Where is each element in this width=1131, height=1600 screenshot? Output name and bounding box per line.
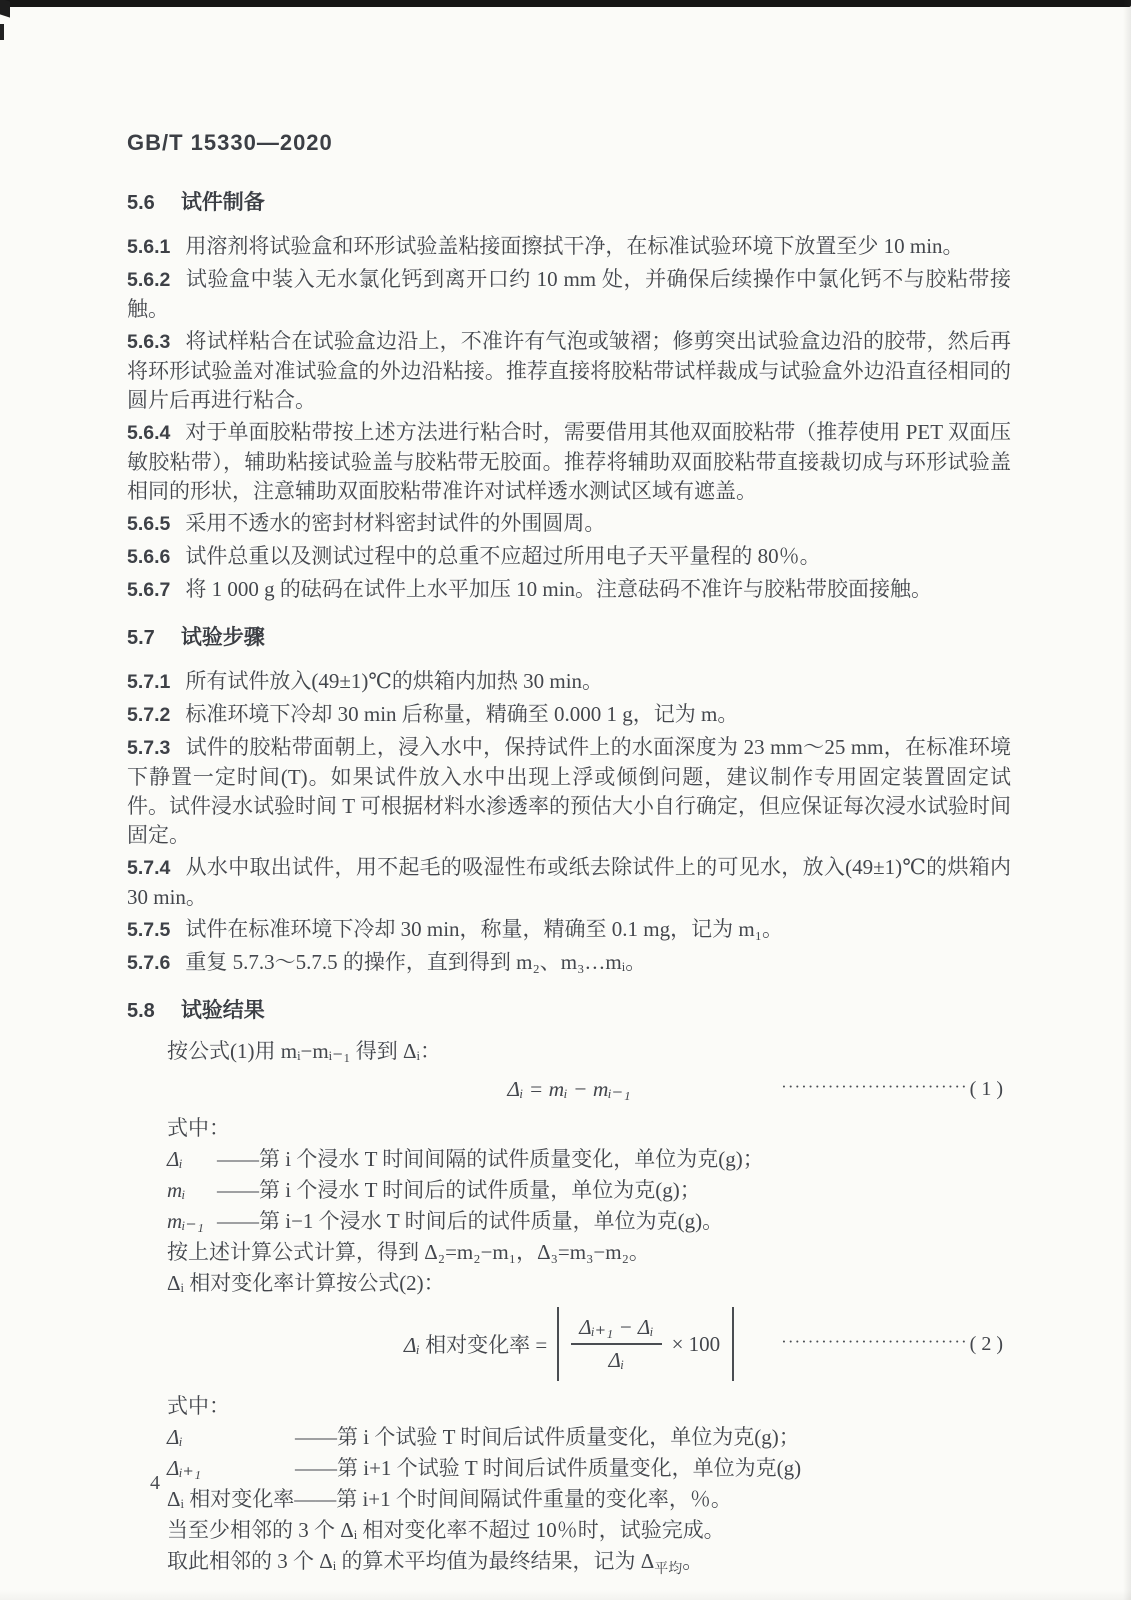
clause-5-6-7 [127, 575, 1011, 605]
clause-text: 从水中取出试件，用不起毛的吸湿性布或纸去除试件上的可见水，放入(49±1)℃的烘箱内 30 min。 [127, 855, 1011, 909]
clause-text: 采用不透水的密封材料密封试件的外围圆周。 [185, 511, 606, 535]
where1-row-m-i [127, 1175, 1011, 1206]
formula-2-leader [781, 1301, 1003, 1387]
absolute-value-bars [557, 1307, 734, 1381]
section-number: 5.7 [127, 627, 155, 649]
section-title: 试件制备 [180, 191, 265, 214]
symbol: Δᵢ [167, 1147, 183, 1171]
clause-5-7-4 [127, 853, 1011, 912]
clause-number: 5.6.5 [127, 513, 171, 535]
symbol-description: ——第 i 个试验 T 时间后试件质量变化，单位为克(g)； [295, 1425, 800, 1449]
symbol-description: ——第 i−1 个浸水 T 时间后的试件质量，单位为克(g)。 [217, 1209, 724, 1233]
clause-number: 5.7.6 [127, 952, 171, 974]
paragraph-completion-criterion: 当至少相邻的 3 个 Δᵢ 相对变化率不超过 10％时，试验完成。 [167, 1518, 725, 1542]
clause-5-7-5 [127, 915, 1011, 945]
symbol: mᵢ [167, 1178, 186, 1202]
clause-number: 5.7.3 [127, 737, 171, 759]
clause-5-7-2 [127, 700, 1011, 730]
clause-5-6-3 [127, 327, 1011, 415]
where2-row-delta-i [127, 1422, 1011, 1453]
formula-2 [127, 1301, 1011, 1387]
section-number: 5.6 [127, 192, 155, 214]
clause-number: 5.7.2 [127, 704, 171, 726]
symbol: mᵢ₋₁ [167, 1209, 204, 1233]
delta-average-subscript: 平均 [654, 1562, 683, 1578]
clause-number: 5.6.1 [127, 236, 171, 258]
clause-number: 5.6.3 [127, 331, 171, 353]
symbol-description: ——第 i+1 个试验 T 时间后试件质量变化，单位为克(g) [295, 1456, 802, 1480]
clause-text: 标准环境下冷却 30 min 后称量，精确至 0.000 1 g，记为 m。 [185, 702, 739, 726]
clause-text: 将试样粘合在试验盒边沿上，不准许有气泡或皱褶；修剪突出试验盒边沿的胶带，然后再将环形试验盖对准试验盒的外边沿粘接。推荐直接将胶粘带试样裁成与试验盒外边沿直径相同的圆片后再进行粘合。 [127, 329, 1011, 412]
dotted-leader: ···························· [781, 1077, 968, 1096]
section-heading-5-6 [127, 188, 1011, 218]
scan-artifact-bottom-shade [0, 1590, 1131, 1600]
clause-5-6-5 [127, 509, 1011, 539]
standard-code-header: GB/T 15330—2020 [127, 130, 333, 155]
fraction-numerator: Δᵢ₊₁ − Δᵢ [571, 1315, 661, 1345]
dotted-leader: ···························· [781, 1332, 968, 1351]
paragraph-final-result [127, 1546, 1011, 1585]
clause-5-6-1 [127, 232, 1011, 262]
symbol-description: ——第 i 个浸水 T 时间后的试件质量，单位为克(g)； [217, 1178, 701, 1202]
symbol: Δᵢ 相对变化率 [167, 1487, 295, 1511]
final-result-text: 取此相邻的 3 个 Δᵢ 的算术平均值为最终结果，记为 Δ [167, 1549, 655, 1573]
clause-text: 试件总重以及测试过程中的总重不应超过所用电子天平量程的 80％。 [185, 544, 821, 568]
clause-text: 试件的胶粘带面朝上，浸入水中，保持试件上的水面深度为 23 mm～25 mm，在标准环境下静置一定时间(T)。如果试件放入水中出现上浮或倾倒问题，建议制作专用固定装置固定试件。试件浸水试验时间 T 可根据材料水渗透率的预估大小自行确定，但应保证每次浸水试验时间固定。 [127, 735, 1011, 847]
clause-number: 5.7.1 [127, 671, 171, 693]
clause-number: 5.6.6 [127, 546, 171, 568]
formula-2-lhs-text: 相对变化率 = [419, 1333, 548, 1357]
section-heading-5-7 [127, 623, 1011, 653]
clause-text: 试件在标准环境下冷却 30 min，称量，精确至 0.1 mg，记为 m₁。 [185, 917, 784, 941]
section-number: 5.8 [127, 1000, 155, 1022]
formula-1-number: ( 1 ) [969, 1077, 1003, 1100]
where1-row-m-i-1 [127, 1206, 1011, 1237]
clause-number: 5.6.4 [127, 422, 171, 444]
clause-number: 5.7.5 [127, 919, 171, 941]
formula-2-lhs [404, 1329, 547, 1359]
clause-number: 5.6.2 [127, 269, 171, 291]
clause-5-6-2 [127, 265, 1011, 324]
section-title: 试验结果 [180, 999, 265, 1022]
clause-5-7-1 [127, 667, 1011, 697]
where-label-2: 式中： [167, 1394, 230, 1418]
paragraph-calc-example: 按上述计算公式计算，得到 Δ₂=m₂−m₁，Δ₃=m₃−m₂。 [167, 1240, 650, 1264]
clause-5-7-6 [127, 948, 1011, 978]
clause-text: 重复 5.7.3～5.7.5 的操作，直到得到 m₂、m₃…mᵢ。 [185, 950, 647, 974]
clause-number: 5.6.7 [127, 579, 171, 601]
clause-text: 试验盒中装入无水氯化钙到离开口约 10 mm 处，并确保后续操作中氯化钙不与胶粘带接触。 [127, 267, 1011, 321]
where2-row-delta-i-plus-1 [127, 1453, 1011, 1484]
multiplier: × 100 [671, 1331, 721, 1356]
formula-1 [127, 1069, 1011, 1109]
clause-5-6-4 [127, 418, 1011, 506]
fraction [571, 1315, 661, 1373]
symbol: Δᵢ₊₁ [167, 1456, 202, 1480]
clause-5-7-3 [127, 733, 1011, 850]
symbol-description: ——第 i 个浸水 T 时间间隔的试件质量变化，单位为克(g)； [217, 1147, 764, 1171]
fraction-denominator: Δᵢ [608, 1348, 625, 1372]
clause-text: 用溶剂将试验盒和环形试验盖粘接面擦拭干净，在标准试验环境下放置至少 10 min。 [185, 234, 964, 258]
clause-text: 将 1 000 g 的砝码在试件上水平加压 10 min。注意砝码不准许与胶粘带胶面接触。 [185, 577, 933, 601]
clause-5-6-6 [127, 542, 1011, 572]
formula-1-expression: Δᵢ = mᵢ − mᵢ₋₁ [507, 1077, 631, 1101]
clause-text: 所有试件放入(49±1)℃的烘箱内加热 30 min。 [185, 669, 604, 693]
formula-2-lhs-symbol: Δᵢ [403, 1333, 420, 1357]
clause-text: 对于单面胶粘带按上述方法进行粘合时，需要借用其他双面胶粘带（推荐使用 PET 双面压敏胶粘带），辅助粘接试验盖与胶粘带无胶面。推荐将辅助双面胶粘带直接裁切成与环形试验盖相同的形状，注意辅助双面胶粘带准许对试样透水测试区域有遮盖。 [127, 420, 1011, 503]
section-heading-5-8 [127, 996, 1011, 1026]
where-label-1: 式中： [167, 1116, 230, 1140]
section-title: 试验步骤 [180, 626, 265, 649]
where1-row-delta-i [127, 1144, 1011, 1175]
formula2-intro: Δᵢ 相对变化率计算按公式(2)： [167, 1271, 445, 1295]
formula-1-leader [781, 1069, 1003, 1109]
symbol-description: ——第 i+1 个时间间隔试件重量的变化率，％。 [294, 1487, 732, 1511]
clause-number: 5.7.4 [127, 857, 171, 879]
where2-row-relative-rate [127, 1484, 1011, 1515]
formula-2-number: ( 2 ) [969, 1332, 1003, 1355]
formula1-intro: 按公式(1)用 mᵢ−mᵢ₋₁ 得到 Δᵢ： [167, 1039, 441, 1063]
page-number: 4 [150, 1472, 160, 1494]
final-period: 。 [682, 1549, 704, 1573]
symbol: Δᵢ [167, 1425, 183, 1449]
